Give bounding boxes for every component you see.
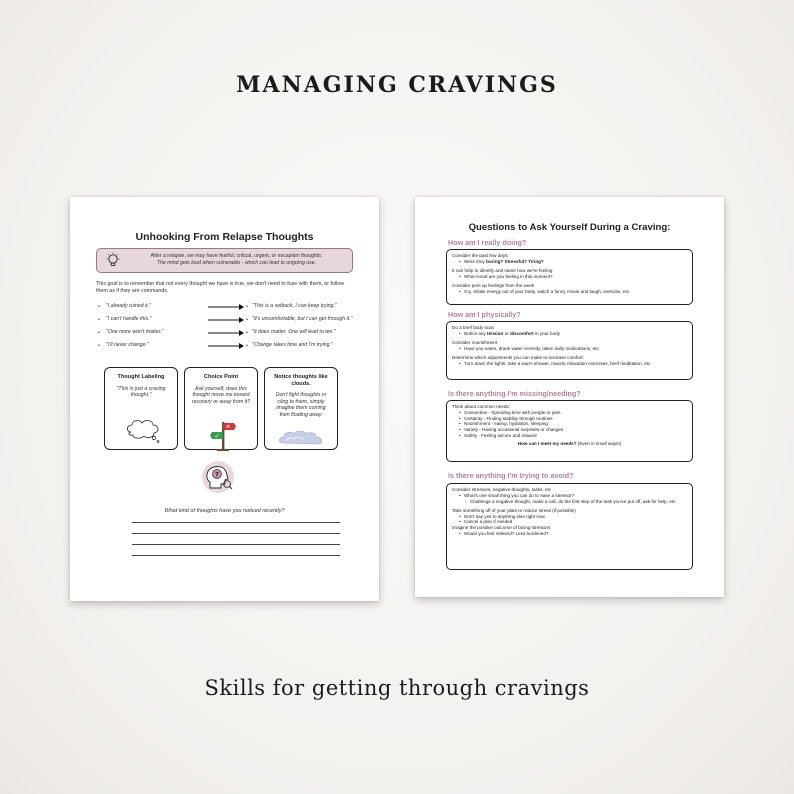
head-question-icon — [200, 460, 236, 494]
arrow-right-icon — [208, 330, 244, 336]
card-body: Don't fight thoughts or cling to them, simply imagine them coming then floating away. — [275, 392, 327, 418]
group-lead: Consider nourishment — [452, 340, 497, 346]
writing-line[interactable] — [132, 533, 340, 534]
list-item: • Cancel a plan if needed — [460, 519, 687, 525]
list-item: ◦ Challenge a negative thought, make a call, do the first step of the task you've put off, ask for help, etc. — [466, 499, 687, 505]
worksheet-craving-questions — [415, 197, 724, 597]
callout-box — [96, 248, 353, 273]
group-lead: Imagine the positive outcome of facing stressors — [452, 525, 551, 531]
thought-reframe-list — [96, 302, 356, 354]
reframed-thought: "It does matter. One will lead to ten." — [252, 329, 336, 335]
arrow-right-icon — [208, 343, 244, 349]
list-item: • What's one small thing you can do to ease a stressor? — [460, 493, 687, 499]
section-box-needs — [446, 400, 693, 462]
unhelpful-thought: "I already ruined it." — [106, 303, 151, 309]
group-lead: Consider stressors, negative thoughts, tasks, etc — [452, 487, 552, 492]
arrow-right-icon — [208, 304, 244, 310]
list-item: • Turn down the lights, take a warm shower, muscle relaxation exercises, brief meditation, etc. — [460, 361, 687, 367]
unhelpful-thought: "I'll never change." — [106, 342, 149, 348]
callout-text — [127, 253, 346, 267]
reflection-question: What kind of thoughts have you noticed recently? — [164, 508, 285, 514]
writing-line[interactable] — [132, 544, 340, 545]
card-body: "This is just a craving thought." — [116, 385, 166, 398]
thought-bubble-icon — [123, 418, 163, 444]
list-item: • Nourishment - eating, hydration, sleeping — [460, 421, 687, 427]
callout-line1: After a relapse, we may have fearful, critical, urgent, or escapism thoughts. — [150, 253, 323, 259]
worksheet-title: Questions to Ask Yourself During a Craving: — [468, 222, 671, 233]
card-body: Ask yourself, does this thought move me toward recovery or away from it? — [191, 385, 251, 405]
list-item: • "I can't handle this." • "It's uncomfortable, but I can get through it." — [96, 315, 356, 328]
worksheet-title: Unhooking From Relapse Thoughts — [135, 231, 314, 243]
lightbulb-icon — [105, 252, 121, 270]
list-item: • Certainty - Finding stability through routines — [460, 416, 687, 422]
writing-line[interactable] — [132, 555, 340, 556]
group-lead: Determine which adjustments you can make to increase comfort: — [452, 355, 584, 361]
worksheet-unhooking — [70, 197, 379, 601]
group-lead: It can help to identify and name how we're feeling — [452, 268, 553, 274]
cloud-icon — [277, 428, 327, 448]
reframed-thought: "Change takes time and I'm trying." — [252, 342, 333, 348]
list-item: • Have you eaten, drank water recently, taken daily medications, etc. — [460, 346, 687, 352]
section-title: How am I physically? — [448, 310, 521, 319]
skill-card-clouds — [264, 367, 338, 450]
section-title: How am I really doing? — [448, 238, 527, 247]
group-lead: Take something off of your plate to reduce stress (if possible) — [452, 507, 576, 513]
card-title: Notice thoughts like clouds. — [274, 374, 328, 387]
needs-closing: How can I meet my needs? (Even in small ways!) — [517, 440, 622, 446]
section-title: Is there anything I'm missing/needing? — [448, 389, 581, 398]
section-box-physical — [446, 321, 693, 380]
group-lead: Consider the past few days: — [452, 253, 509, 258]
list-item: • Cry, shake energy out of your body, watch a funny movie and laugh, exercise, etc. — [460, 289, 687, 295]
writing-line[interactable] — [132, 522, 340, 523]
section-box-avoid — [446, 483, 693, 570]
list-item: • Variety - Having occasional surprises or changes — [460, 427, 687, 433]
unhelpful-thought: "One more won't matter." — [106, 329, 164, 335]
group-lead: Think about common needs: — [452, 404, 510, 409]
card-title: Choice Point — [203, 374, 239, 380]
svg-text:✕: ✕ — [225, 423, 231, 431]
list-item: • Would you feel relieved? Less burdened? — [460, 531, 687, 537]
svg-text:?: ? — [215, 470, 219, 479]
svg-text:✓: ✓ — [214, 432, 220, 440]
list-item: • Safety - Feeling secure and relaxed — [460, 433, 687, 439]
reframed-thought: "It's uncomfortable, but I can get through it." — [252, 316, 353, 322]
group-lead: Consider pent up feelings from the week — [452, 283, 535, 289]
callout-line2: The mind gets loud when vulnerable - which can lead to ongoing use. — [156, 260, 317, 266]
group-lead: Do a brief body scan — [452, 325, 495, 330]
page-subheading: Skills for getting through cravings — [204, 676, 590, 700]
list-item: • "I already ruined it." • "This is a setback, I can keep trying." — [96, 302, 356, 315]
list-item: • What mood are you feeling in this moment? — [460, 274, 687, 280]
reframed-thought: "This is a setback, I can keep trying." — [252, 303, 337, 309]
list-item: • Notice any tension or discomfort in your body — [460, 331, 687, 337]
card-title: Thought Labeling — [117, 374, 165, 380]
list-item: • "One more won't matter." • "It does matter. One will lead to ten." — [96, 328, 356, 341]
list-item: • "I'll never change." • "Change takes time and I'm trying." — [96, 341, 356, 354]
list-item: • Were they boring? Stressful? Tiring? — [460, 259, 687, 265]
list-item: • Don't say yes to anything else right now — [460, 514, 687, 520]
skill-card-choice-point — [184, 367, 258, 450]
intro-text: This goal is to remember that not every thought we have is true, we don't need to fuse with them, or follow them as if they are commands. — [96, 281, 345, 294]
page-heading: MANAGING CRAVINGS — [236, 72, 558, 98]
list-item: • Connection - Spending time with people or pets — [460, 410, 687, 416]
section-box-doing — [446, 249, 693, 305]
unhelpful-thought: "I can't handle this." — [106, 316, 152, 322]
skill-card-thought-labeling — [104, 367, 178, 450]
section-title: Is there anything I'm trying to avoid? — [448, 471, 574, 480]
signpost-icon — [209, 420, 237, 452]
arrow-right-icon — [208, 317, 244, 323]
